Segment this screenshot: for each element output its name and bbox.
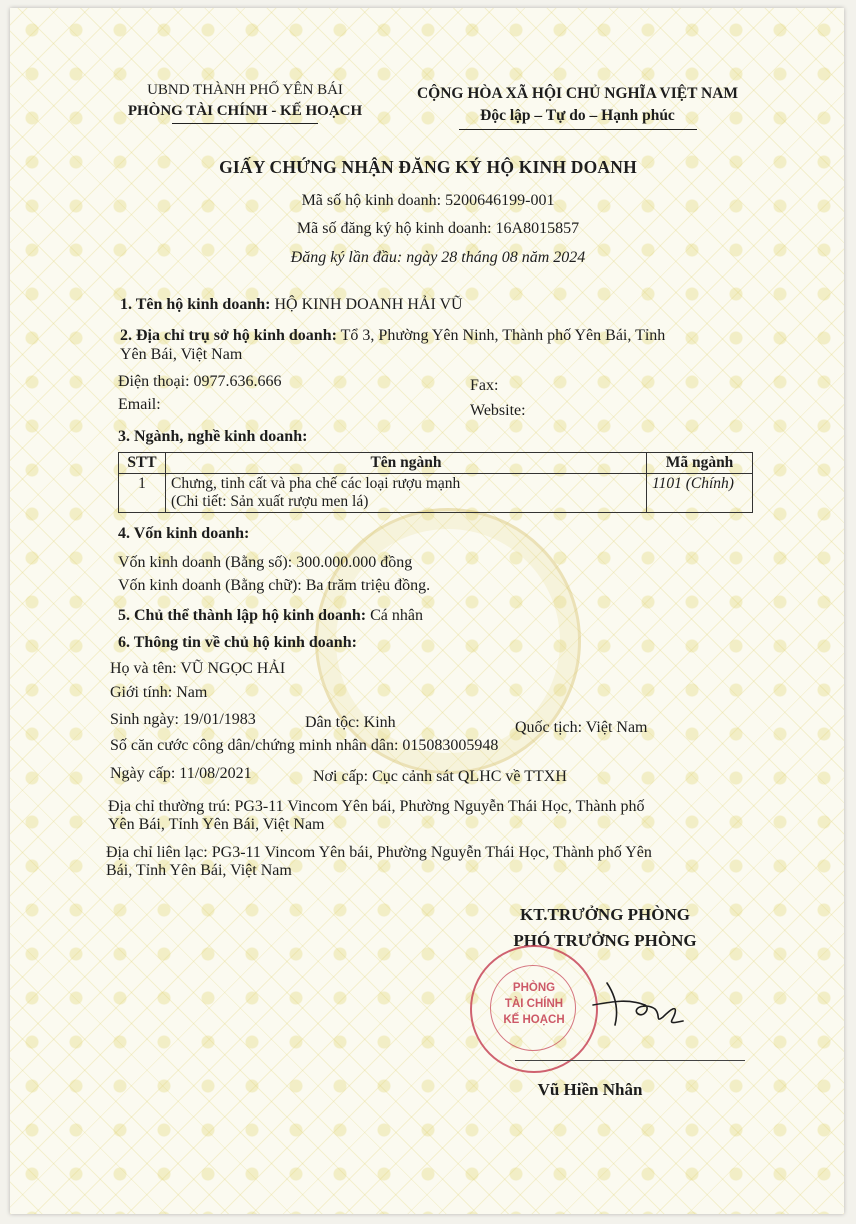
founder-type-row (118, 606, 423, 626)
signature-line (515, 1060, 745, 1061)
row-name-line-2: (Chi tiết: Sản xuất rượu men lá) (171, 493, 369, 510)
business-lines-label: 3. Ngành, nghề kinh doanh: (118, 428, 308, 445)
row-stt: 1 (119, 474, 166, 513)
row-code: 1101 (Chính) (647, 474, 753, 513)
table-row (119, 474, 753, 513)
owner-gender: Giới tính: Nam (110, 684, 208, 701)
capital-number: Vốn kinh doanh (Bằng số): 300.000.000 đồng (118, 554, 413, 571)
handwritten-signature (585, 975, 695, 1035)
first-registration-date: Đăng ký lần đầu: ngày 28 tháng 08 năm 2024 (290, 249, 586, 266)
stamp-line-1: PHÒNG (512, 982, 556, 994)
owner-id-number: Số căn cước công dân/chứng minh nhân dân: 015083005948 (110, 737, 499, 754)
founder-type-label: 5. Chủ thể thành lập hộ kinh doanh: (118, 607, 367, 624)
permanent-address-line-2: Yên Bái, Tỉnh Yên Bái, Việt Nam (108, 816, 325, 833)
official-stamp (470, 945, 598, 1073)
signer-name: Vũ Hiền Nhân (537, 1080, 643, 1099)
phone: Điện thoại: 0977.636.666 (118, 373, 282, 390)
owner-issue-place: Nơi cấp: Cục cảnh sát QLHC về TTXH (313, 768, 567, 785)
business-name-label: 1. Tên hộ kinh doanh: (120, 296, 271, 313)
registration-code: Mã số đăng ký hộ kinh doanh: 16A8015857 (296, 220, 580, 237)
nation-line-1: CỘNG HÒA XÃ HỘI CHỦ NGHĨA VIỆT NAM (416, 85, 739, 102)
document-title: GIẤY CHỨNG NHẬN ĐĂNG KÝ HỘ KINH DOANH (219, 157, 637, 177)
permanent-address-line-1: Địa chỉ thường trú: PG3-11 Vincom Yên bái, Phường Nguyễn Thái Học, Thành phố (108, 798, 645, 815)
stamp-line-3: KẾ HOẠCH (503, 1014, 565, 1026)
header-code: Mã ngành (647, 453, 753, 474)
capital-label: 4. Vốn kinh doanh: (118, 525, 250, 542)
contact-address-line-1: Địa chỉ liên lạc: PG3-11 Vincom Yên bái, Phường Nguyễn Thái Học, Thành phố Yên (106, 844, 652, 861)
row-name (166, 474, 647, 513)
business-name-value: HỘ KINH DOANH HẢI VŨ (274, 296, 463, 313)
address-value-line-1: Tổ 3, Phường Yên Ninh, Thành phố Yên Bái, Tỉnh (340, 327, 666, 344)
signature-title-line-2: PHÓ TRƯỞNG PHÒNG (513, 931, 697, 950)
agency-line-1: UBND THÀNH PHỐ YÊN BÁI (147, 82, 343, 98)
header-stt: STT (119, 453, 166, 474)
row-name-line-1: Chưng, tinh cất và pha chế các loại rượu mạnh (171, 475, 461, 492)
signature-title-line-1: KT.TRƯỞNG PHÒNG (520, 905, 690, 924)
address-label: 2. Địa chỉ trụ sở hộ kinh doanh: (120, 327, 337, 344)
founder-type-value: Cá nhân (370, 607, 423, 624)
capital-words: Vốn kinh doanh (Bằng chữ): Ba trăm triệu đồng. (118, 577, 431, 594)
business-code: Mã số hộ kinh doanh: 5200646199-001 (301, 192, 555, 209)
contact-address-line-2: Bái, Tỉnh Yên Bái, Việt Nam (106, 862, 292, 879)
header-name: Tên ngành (166, 453, 647, 474)
owner-nationality: Quốc tịch: Việt Nam (515, 719, 648, 736)
email: Email: (118, 396, 161, 413)
agency-line-2: PHÒNG TÀI CHÍNH - KẾ HOẠCH (127, 103, 363, 119)
owner-full-name: Họ và tên: VŨ NGỌC HẢI (110, 660, 286, 677)
owner-ethnicity: Dân tộc: Kinh (305, 714, 396, 731)
nation-line-2: Độc lập – Tự do – Hạnh phúc (480, 107, 675, 124)
owner-birth-date: Sinh ngày: 19/01/1983 (110, 711, 256, 728)
address-value-line-2: Yên Bái, Việt Nam (120, 346, 243, 363)
stamp-line-2: TÀI CHÍNH (504, 998, 564, 1010)
owner-issue-date: Ngày cấp: 11/08/2021 (110, 765, 252, 782)
motto-underline (459, 129, 697, 130)
business-lines-table (118, 452, 753, 513)
business-name-row (120, 295, 463, 315)
address-row (120, 326, 665, 346)
fax: Fax: (470, 377, 499, 394)
table-header-row (119, 453, 753, 474)
website: Website: (470, 402, 526, 419)
owner-info-label: 6. Thông tin về chủ hộ kinh doanh: (118, 634, 357, 651)
agency-underline (172, 123, 318, 124)
